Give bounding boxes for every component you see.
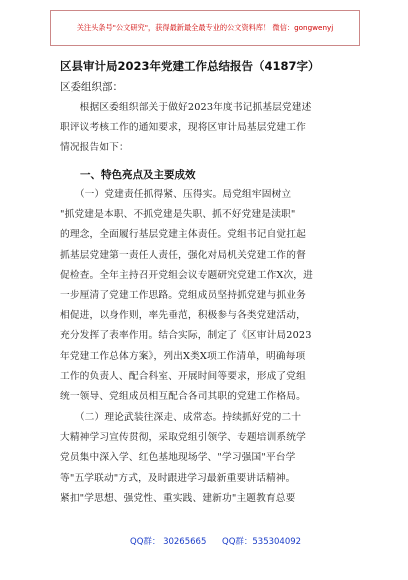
text-line: 充分发挥了表率作用。结合实际，制定了《区审计局2023 [60,330,312,342]
text-line: 促检查。全年主持召开党组会议专题研究党建工作X次，进 [60,269,313,281]
text-line: （二）理论武装往深走、成常态。持续抓好党的二十 [60,412,302,423]
text-line: 的理念，全面履行基层党建主体责任。党组书记自觉扛起 [60,229,306,241]
text-line: 大精神学习宣传贯彻，采取党组引领学、专题培训系统学 [60,432,306,444]
qq-group-1: QQ群： 30265665 [130,537,207,547]
paragraph-party-responsibility [60,185,352,407]
text-line: 党员集中深入学、红色基地现场学、"学习强国"平台学 [60,452,296,464]
text-line: 统一领导、党组成员相互配合各司其职的党建工作格局。 [60,391,306,403]
banner-text: 关注头条号"公文研究"，获得最新最全最专业的公文资料库！ 微信：gongwenyj [76,23,334,32]
qq-group-2: QQ群：535304092 [222,537,302,547]
text-line: 抓基层党建第一责任人责任，强化对局机关党建工作的督 [60,249,306,261]
document-title: 区县审计局2023年党建工作总结报告（4187字） [60,59,320,73]
text-line: 一步厘清了党建工作思路。党组成员坚持抓党建与抓业务 [60,290,306,302]
header-banner [50,10,360,46]
text-line: 工作的负责人、配合科室、开展时间等要求，形成了党组 [60,370,306,382]
text-line: 等"五学联动"方式，及时跟进学习最新重要讲话精神。 [60,472,296,484]
salutation: 区委组织部： [60,81,123,93]
text-line: 紧扣"学思想、强党性、重实践、建新功"主题教育总要 [60,492,296,504]
text-line: "抓党建是本职、不抓党建是失职、抓不好党建是渎职" [60,209,296,221]
text-line: 情况报告如下： [60,142,129,154]
section-heading: 一、特色亮点及主要成效 [80,169,196,181]
paragraph-theory-study [60,408,352,509]
text-line: 相促进，以身作则，率先垂范，积极参与各类党建活动， [60,310,306,322]
text-line: 根据区委组织部关于做好2023年度书记抓基层党建述 [60,102,312,113]
text-line: 职评议考核工作的通知要求，现将区审计局基层党建工作 [60,122,306,134]
intro-paragraph [60,98,352,159]
text-line: 年党建工作总体方案》，列出X类X项工作清单，明确每项 [60,350,306,362]
text-line: （一）党建责任抓得紧、压得实。局党组牢固树立 [60,189,292,200]
